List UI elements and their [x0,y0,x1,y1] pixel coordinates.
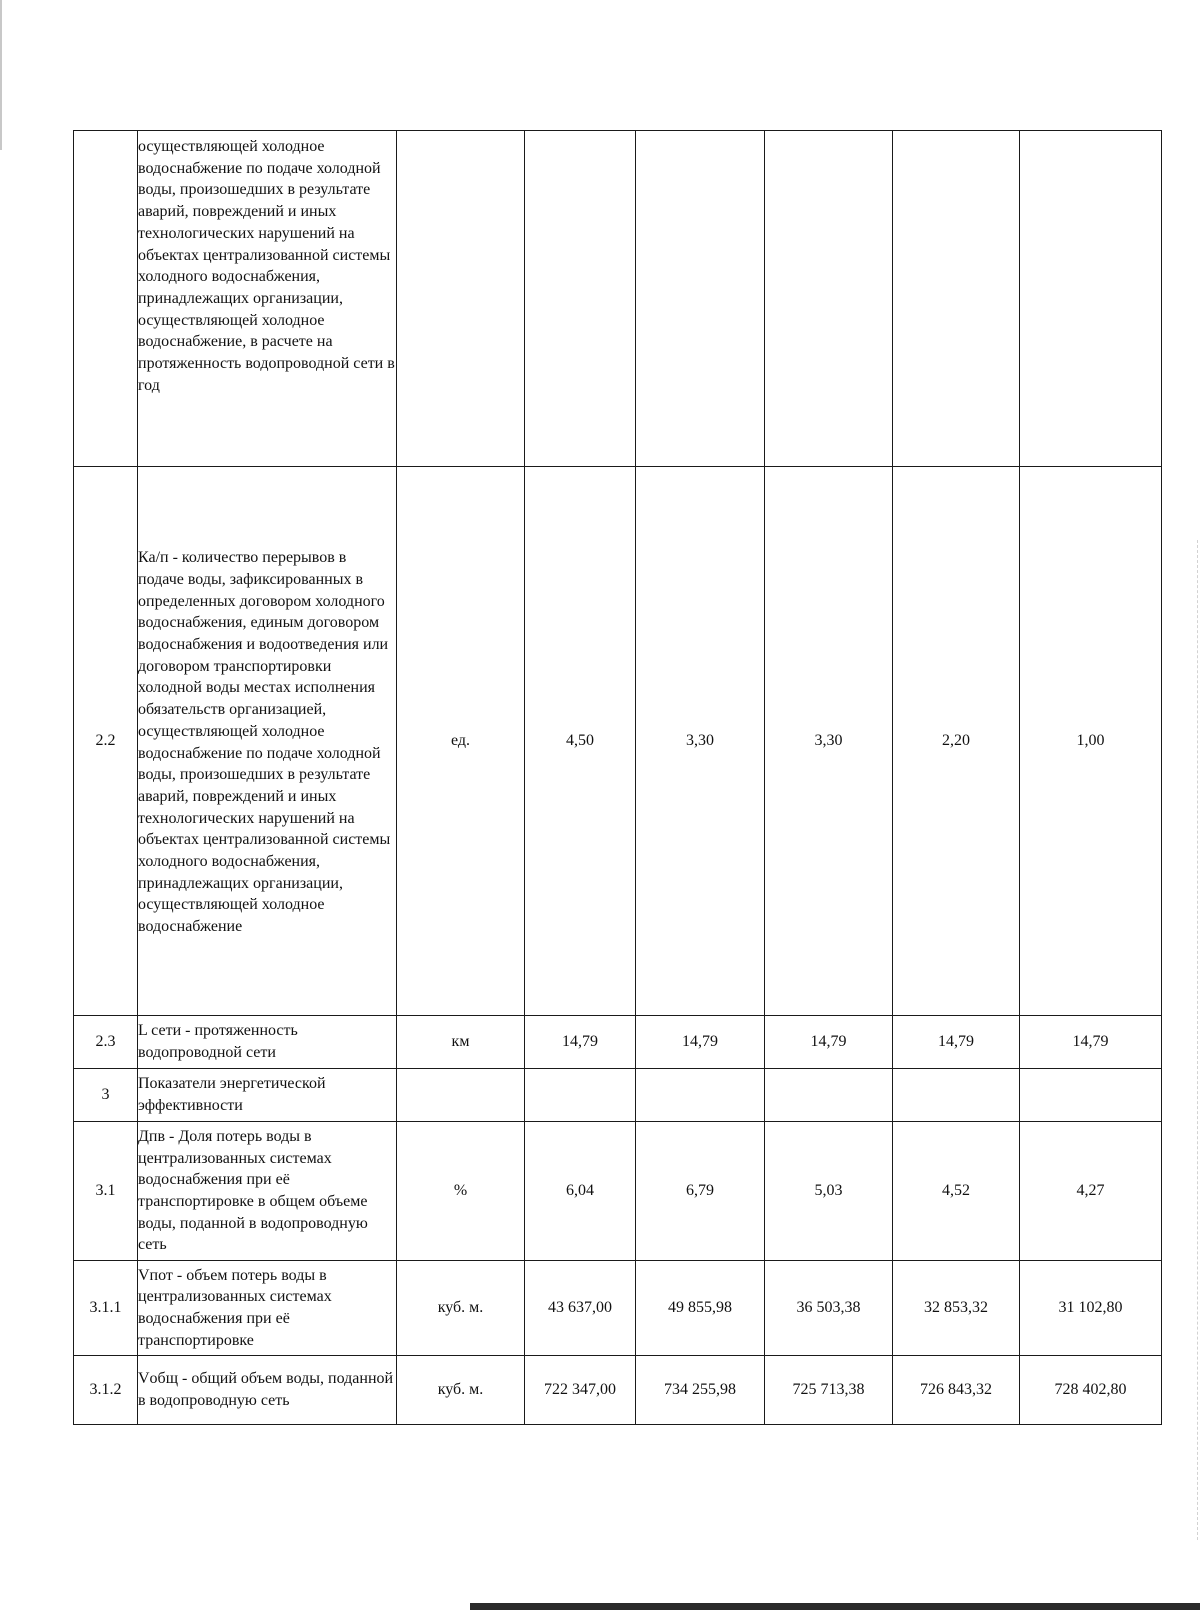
indicator-name: Дпв - Доля потерь воды в централизованных системах водоснабжения при её транспортировке в общем объеме воды, поданной в водопроводную сеть [138,1122,397,1261]
value-cell [1020,1069,1162,1122]
indicators-table [73,130,1162,1425]
table-row [74,467,1162,1016]
indicator-name: Ка/п - количество перерывов в подаче воды, зафиксированных в определенных договором холодного водоснабжения, единым договором водоснабжения и водоотведения или договором транспортировки холодной воды местах исполнения обязательств организацией, осуществляющей холодное водоснабжение по подаче холодной воды, произошедших в результате аварий, повреждений и иных технологических нарушений на объектах централизованной системы холодного водоснабжения, принадлежащих организации, осуществляющей холодное водоснабжение [138,467,397,1016]
row-number: 3.1.2 [74,1356,138,1425]
value-cell [765,1069,893,1122]
scan-edge-right [1196,540,1198,1540]
value-cell: 4,52 [893,1122,1020,1261]
row-number: 3.1.1 [74,1261,138,1356]
value-cell: 726 843,32 [893,1356,1020,1425]
value-cell [1020,131,1162,467]
table-row [74,1016,1162,1069]
value-cell: 49 855,98 [636,1261,765,1356]
value-cell: 3,30 [765,467,893,1016]
row-number: 2.2 [74,467,138,1016]
row-number: 3.1 [74,1122,138,1261]
value-cell: 4,50 [525,467,636,1016]
value-cell: 2,20 [893,467,1020,1016]
value-cell: 722 347,00 [525,1356,636,1425]
scan-bottom-line [470,1603,1200,1610]
table-row [74,1356,1162,1425]
table-row [74,131,1162,467]
value-cell [525,1069,636,1122]
unit-cell [397,1069,525,1122]
value-cell [765,131,893,467]
value-cell: 43 637,00 [525,1261,636,1356]
table-row [74,1069,1162,1122]
table-row [74,1261,1162,1356]
value-cell [525,131,636,467]
value-cell: 31 102,80 [1020,1261,1162,1356]
value-cell: 14,79 [525,1016,636,1069]
indicator-name: Vпот - объем потерь воды в централизованных системах водоснабжения при её транспортировке [138,1261,397,1356]
indicator-name: осуществляющей холодное водоснабжение по подаче холодной воды, произошедших в результате аварий, повреждений и иных технологических нарушений на объектах централизованной системы холодного водоснабжения, принадлежащих организации, осуществляющей холодное водоснабжение, в расчете на протяженность водопроводной сети в год [138,131,397,467]
value-cell [893,1069,1020,1122]
unit-cell: % [397,1122,525,1261]
unit-cell [397,131,525,467]
value-cell: 3,30 [636,467,765,1016]
value-cell [893,131,1020,467]
unit-cell: км [397,1016,525,1069]
unit-cell: куб. м. [397,1261,525,1356]
value-cell: 1,00 [1020,467,1162,1016]
unit-cell: ед. [397,467,525,1016]
value-cell [636,131,765,467]
indicator-name: Vобщ - общий объем воды, поданной в водопроводную сеть [138,1356,397,1425]
value-cell: 14,79 [1020,1016,1162,1069]
row-number: 2.3 [74,1016,138,1069]
value-cell: 728 402,80 [1020,1356,1162,1425]
scan-edge-left [0,0,2,150]
value-cell: 36 503,38 [765,1261,893,1356]
value-cell [636,1069,765,1122]
value-cell: 6,79 [636,1122,765,1261]
indicator-name: L сети - протяженность водопроводной сети [138,1016,397,1069]
indicator-name: Показатели энергетической эффективности [138,1069,397,1122]
value-cell: 14,79 [636,1016,765,1069]
row-number [74,131,138,467]
value-cell: 725 713,38 [765,1356,893,1425]
table-row [74,1122,1162,1261]
value-cell: 6,04 [525,1122,636,1261]
row-number: 3 [74,1069,138,1122]
value-cell: 4,27 [1020,1122,1162,1261]
value-cell: 14,79 [893,1016,1020,1069]
value-cell: 5,03 [765,1122,893,1261]
unit-cell: куб. м. [397,1356,525,1425]
value-cell: 734 255,98 [636,1356,765,1425]
value-cell: 32 853,32 [893,1261,1020,1356]
value-cell: 14,79 [765,1016,893,1069]
